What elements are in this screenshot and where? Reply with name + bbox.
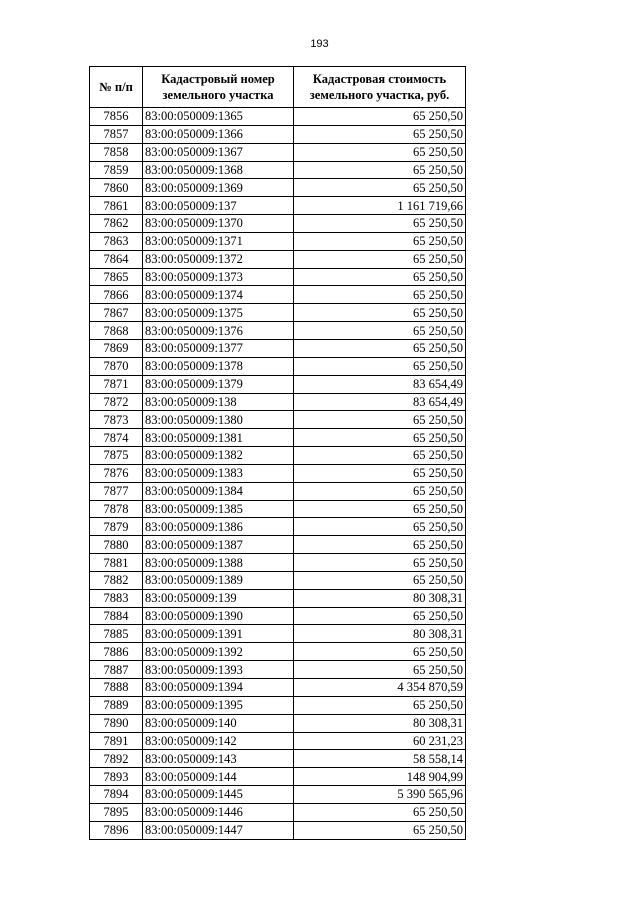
table-row [90,714,466,732]
table-row [90,411,466,429]
cadastral-value-cell: 65 250,50 [294,215,466,233]
table-row [90,750,466,768]
cadastral-number-cell: 83:00:050009:1381 [143,429,294,447]
cadastral-value-cell: 65 250,50 [294,411,466,429]
row-number-cell: 7887 [90,661,143,679]
row-number-cell: 7870 [90,357,143,375]
row-number-cell: 7888 [90,679,143,697]
table-row [90,250,466,268]
cadastral-value-cell: 65 250,50 [294,803,466,821]
row-number-cell: 7877 [90,482,143,500]
cadastral-value-cell: 83 654,49 [294,393,466,411]
table-row [90,108,466,126]
cadastral-number-cell: 83:00:050009:1393 [143,661,294,679]
cadastral-value-cell: 58 558,14 [294,750,466,768]
table-header [90,67,466,108]
cadastral-number-cell: 83:00:050009:1372 [143,250,294,268]
table-row [90,357,466,375]
table-row [90,518,466,536]
table-row [90,589,466,607]
cadastral-number-cell: 83:00:050009:1391 [143,625,294,643]
cadastral-number-cell: 83:00:050009:1380 [143,411,294,429]
cadastral-number-cell: 83:00:050009:1366 [143,125,294,143]
table-row [90,179,466,197]
table-row [90,429,466,447]
cadastral-value-cell: 65 250,50 [294,143,466,161]
table-row [90,786,466,804]
page-number: 193 [310,38,329,50]
cadastral-value-cell: 65 250,50 [294,518,466,536]
row-number-cell: 7865 [90,268,143,286]
table-row [90,536,466,554]
cadastral-number-cell: 83:00:050009:1379 [143,375,294,393]
cadastral-value-cell: 83 654,49 [294,375,466,393]
table-row [90,375,466,393]
cadastral-number-cell: 83:00:050009:1382 [143,447,294,465]
cadastral-value-cell: 65 250,50 [294,286,466,304]
cadastral-number-cell: 83:00:050009:1376 [143,322,294,340]
cadastral-number-cell: 83:00:050009:1369 [143,179,294,197]
table-row [90,286,466,304]
cadastral-number-cell: 83:00:050009:1370 [143,215,294,233]
cadastral-value-cell: 60 231,23 [294,732,466,750]
row-number-cell: 7893 [90,768,143,786]
table-row [90,447,466,465]
cadastral-value-cell: 65 250,50 [294,500,466,518]
row-number-cell: 7895 [90,803,143,821]
cadastral-number-cell: 83:00:050009:1392 [143,643,294,661]
row-number-cell: 7883 [90,589,143,607]
table-row [90,143,466,161]
cadastral-value-cell: 5 390 565,96 [294,786,466,804]
cadastral-number-cell: 83:00:050009:1383 [143,464,294,482]
cadastral-number-cell: 83:00:050009:1445 [143,786,294,804]
table-row [90,554,466,572]
table-row [90,161,466,179]
cadastral-value-cell: 65 250,50 [294,161,466,179]
table-row [90,500,466,518]
cadastral-value-cell: 65 250,50 [294,447,466,465]
cadastral-value-cell: 65 250,50 [294,643,466,661]
table-row [90,625,466,643]
row-number-cell: 7874 [90,429,143,447]
row-number-cell: 7867 [90,304,143,322]
cadastral-value-table [89,66,466,840]
table-row [90,339,466,357]
table-row [90,215,466,233]
cadastral-number-cell: 83:00:050009:1384 [143,482,294,500]
cadastral-value-cell: 65 250,50 [294,125,466,143]
cadastral-number-cell: 83:00:050009:1395 [143,696,294,714]
row-number-cell: 7876 [90,464,143,482]
cadastral-value-cell: 65 250,50 [294,179,466,197]
cadastral-number-cell: 83:00:050009:1365 [143,108,294,126]
table-row [90,661,466,679]
row-number-cell: 7885 [90,625,143,643]
cadastral-value-cell: 65 250,50 [294,554,466,572]
cadastral-number-cell: 83:00:050009:1375 [143,304,294,322]
table-row [90,768,466,786]
row-number-cell: 7861 [90,197,143,215]
cadastral-value-cell: 4 354 870,59 [294,679,466,697]
cadastral-value-cell: 148 904,99 [294,768,466,786]
table-row [90,482,466,500]
table-row [90,268,466,286]
table-row [90,571,466,589]
cadastral-value-cell: 80 308,31 [294,589,466,607]
row-number-cell: 7889 [90,696,143,714]
header-cadastral-number: Кадастровый номер земельного участка [143,67,294,108]
table-body [90,108,466,840]
table-row [90,696,466,714]
table-row [90,643,466,661]
row-number-cell: 7873 [90,411,143,429]
row-number-cell: 7857 [90,125,143,143]
cadastral-number-cell: 83:00:050009:1368 [143,161,294,179]
cadastral-value-cell: 65 250,50 [294,232,466,250]
cadastral-number-cell: 83:00:050009:1378 [143,357,294,375]
row-number-cell: 7875 [90,447,143,465]
cadastral-value-cell: 65 250,50 [294,108,466,126]
cadastral-value-cell: 1 161 719,66 [294,197,466,215]
table-row [90,393,466,411]
row-number-cell: 7878 [90,500,143,518]
cadastral-number-cell: 83:00:050009:1388 [143,554,294,572]
table-row [90,125,466,143]
cadastral-number-cell: 83:00:050009:1377 [143,339,294,357]
row-number-cell: 7884 [90,607,143,625]
row-number-cell: 7891 [90,732,143,750]
row-number-cell: 7880 [90,536,143,554]
row-number-cell: 7866 [90,286,143,304]
cadastral-value-cell: 80 308,31 [294,625,466,643]
cadastral-value-cell: 65 250,50 [294,357,466,375]
row-number-cell: 7894 [90,786,143,804]
cadastral-number-cell: 83:00:050009:1447 [143,821,294,839]
row-number-cell: 7869 [90,339,143,357]
table-row [90,803,466,821]
row-number-cell: 7868 [90,322,143,340]
cadastral-number-cell: 83:00:050009:140 [143,714,294,732]
table-row [90,232,466,250]
row-number-cell: 7856 [90,108,143,126]
row-number-cell: 7882 [90,571,143,589]
cadastral-number-cell: 83:00:050009:1367 [143,143,294,161]
cadastral-value-cell: 65 250,50 [294,304,466,322]
table-row [90,732,466,750]
cadastral-number-cell: 83:00:050009:1387 [143,536,294,554]
table-row [90,322,466,340]
cadastral-number-cell: 83:00:050009:142 [143,732,294,750]
cadastral-value-cell: 65 250,50 [294,482,466,500]
table-row [90,679,466,697]
table-row [90,607,466,625]
cadastral-value-cell: 65 250,50 [294,571,466,589]
row-number-cell: 7892 [90,750,143,768]
cadastral-number-cell: 83:00:050009:1385 [143,500,294,518]
row-number-cell: 7881 [90,554,143,572]
table-row [90,304,466,322]
cadastral-value-cell: 65 250,50 [294,536,466,554]
header-row [90,67,466,108]
cadastral-number-cell: 83:00:050009:1371 [143,232,294,250]
cadastral-number-cell: 83:00:050009:1389 [143,571,294,589]
cadastral-number-cell: 83:00:050009:1373 [143,268,294,286]
row-number-cell: 7872 [90,393,143,411]
row-number-cell: 7863 [90,232,143,250]
header-number: № п/п [90,67,143,108]
cadastral-value-cell: 65 250,50 [294,250,466,268]
row-number-cell: 7896 [90,821,143,839]
cadastral-value-cell: 65 250,50 [294,429,466,447]
cadastral-value-cell: 65 250,50 [294,268,466,286]
header-cadastral-value: Кадастровая стоимость земельного участка, руб. [294,67,466,108]
row-number-cell: 7871 [90,375,143,393]
table-row [90,197,466,215]
cadastral-value-cell: 65 250,50 [294,339,466,357]
cadastral-value-cell: 65 250,50 [294,821,466,839]
cadastral-value-cell: 65 250,50 [294,696,466,714]
table-row [90,464,466,482]
row-number-cell: 7862 [90,215,143,233]
row-number-cell: 7890 [90,714,143,732]
cadastral-number-cell: 83:00:050009:144 [143,768,294,786]
row-number-cell: 7858 [90,143,143,161]
cadastral-number-cell: 83:00:050009:139 [143,589,294,607]
cadastral-value-cell: 65 250,50 [294,607,466,625]
cadastral-value-cell: 65 250,50 [294,322,466,340]
table-row [90,821,466,839]
cadastral-number-cell: 83:00:050009:1386 [143,518,294,536]
cadastral-number-cell: 83:00:050009:137 [143,197,294,215]
cadastral-value-cell: 65 250,50 [294,464,466,482]
cadastral-number-cell: 83:00:050009:143 [143,750,294,768]
cadastral-value-cell: 80 308,31 [294,714,466,732]
cadastral-value-cell: 65 250,50 [294,661,466,679]
cadastral-number-cell: 83:00:050009:1374 [143,286,294,304]
row-number-cell: 7886 [90,643,143,661]
cadastral-number-cell: 83:00:050009:138 [143,393,294,411]
row-number-cell: 7879 [90,518,143,536]
cadastral-number-cell: 83:00:050009:1390 [143,607,294,625]
cadastral-number-cell: 83:00:050009:1446 [143,803,294,821]
row-number-cell: 7864 [90,250,143,268]
row-number-cell: 7860 [90,179,143,197]
row-number-cell: 7859 [90,161,143,179]
cadastral-number-cell: 83:00:050009:1394 [143,679,294,697]
